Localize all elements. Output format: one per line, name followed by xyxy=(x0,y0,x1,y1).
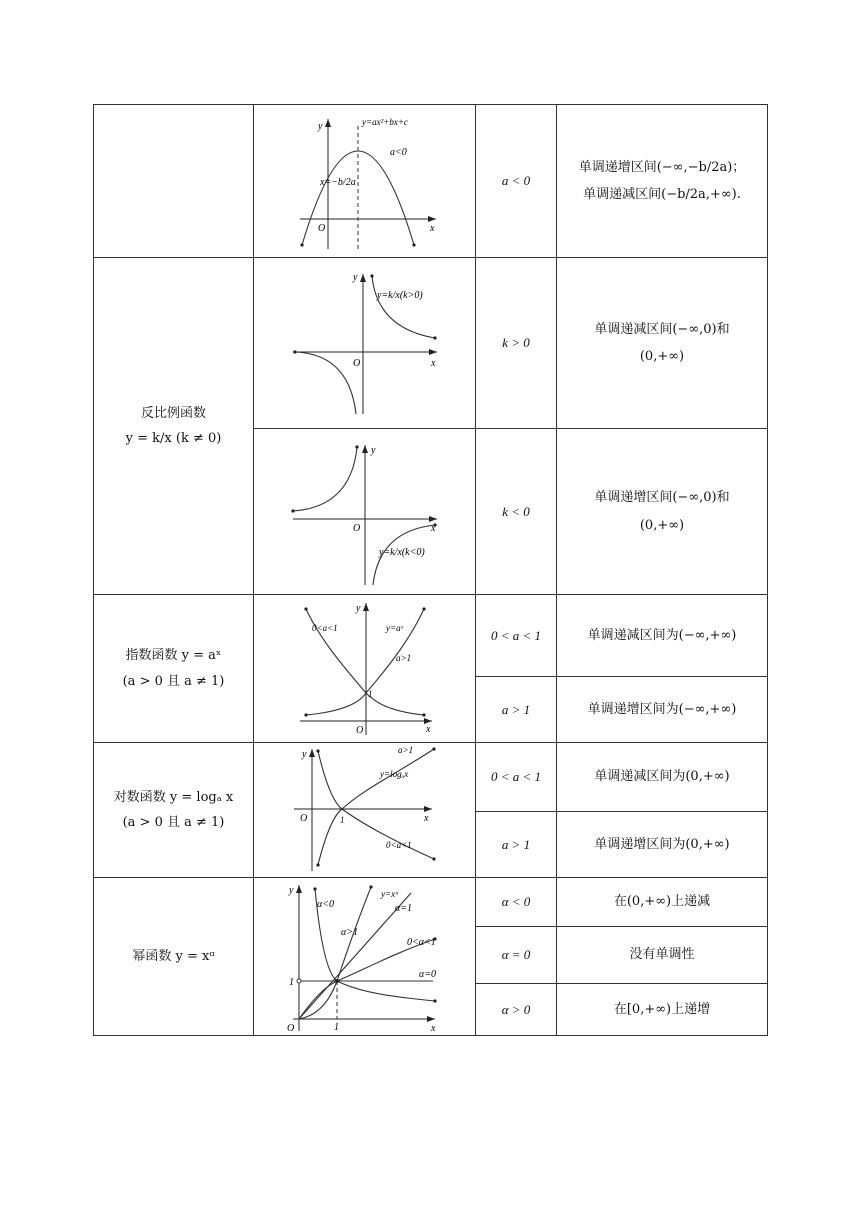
endpoint-dot xyxy=(304,607,307,610)
function-constraint: (a > 0 且 a ≠ 1) xyxy=(122,673,225,689)
table-row xyxy=(94,258,768,429)
function-formula: y = k/x (k ≠ 0) xyxy=(125,431,222,446)
graph-cell-inverse-pos xyxy=(254,258,476,429)
monotonicity-line: 单调递减区间(−∞,0)和 xyxy=(594,321,730,337)
x-axis-label: x xyxy=(425,723,430,735)
intersection-dot xyxy=(335,979,339,983)
endpoint-dot xyxy=(412,243,415,246)
equation-label: y=xᵅ xyxy=(380,888,399,899)
table-row xyxy=(94,105,768,258)
intercept-label: 1 xyxy=(339,815,344,825)
x-arrow-icon xyxy=(427,1016,435,1022)
x-axis-label: x xyxy=(423,813,428,824)
monotonicity-cell: 在(0,+∞)上递减 xyxy=(557,878,768,927)
x-axis-label: x xyxy=(429,223,434,234)
y-axis-label: y xyxy=(301,749,306,760)
origin-label: O xyxy=(299,813,307,824)
function-name: 幂函数 y = xᵅ xyxy=(132,948,215,964)
hyperbola-branch xyxy=(372,276,435,338)
origin-label: O xyxy=(355,724,363,736)
function-constraint: (a > 0 且 a ≠ 1) xyxy=(122,815,225,830)
equation-label: y=k/x(k>0) xyxy=(376,290,423,301)
equation-label: y=logₐx xyxy=(379,769,408,779)
power-graph xyxy=(285,881,445,1033)
monotonicity-cell xyxy=(557,258,768,429)
growth-label: a>1 xyxy=(395,652,411,663)
x-arrow-icon xyxy=(429,349,437,355)
origin-label: O xyxy=(286,1022,294,1033)
endpoint-dot xyxy=(355,445,358,448)
y-arrow-icon xyxy=(363,603,369,611)
monotonicity-cell xyxy=(557,429,768,595)
alpha-one-label: α=1 xyxy=(394,902,412,914)
condition-cell: k < 0 xyxy=(476,429,557,595)
y-axis-label: y xyxy=(355,602,360,614)
equation-label: y=k/x(k<0) xyxy=(378,546,425,558)
endpoint-dot xyxy=(291,509,294,512)
endpoint-dot xyxy=(313,887,316,890)
y-arrow-icon xyxy=(360,274,366,282)
quadratic-graph xyxy=(290,111,440,251)
condition-cell: a < 0 xyxy=(476,105,557,258)
decay-label: 0<a<1 xyxy=(311,622,338,633)
condition-cell: 0 < a < 1 xyxy=(476,595,557,677)
condition-cell: a > 1 xyxy=(476,677,557,743)
logarithmic-graph xyxy=(290,745,440,875)
monotonicity-line: 单调递减区间(−b/2a,+∞). xyxy=(583,187,741,202)
graph-cell-power xyxy=(254,878,476,1036)
y-arrow-icon xyxy=(309,749,315,757)
function-name: 反比例函数 xyxy=(140,405,206,421)
function-name: 指数函数 y = aˣ xyxy=(125,648,222,663)
vertex-label: x=−b/2a xyxy=(319,177,356,188)
inverse-pos-graph xyxy=(285,268,445,418)
monotonicity-line: (0,+∞) xyxy=(639,349,685,364)
graph-cell-exponential xyxy=(254,595,476,743)
endpoint-dot xyxy=(432,747,435,750)
inverse-neg-graph xyxy=(285,437,445,587)
origin-label: O xyxy=(352,358,360,369)
tick-label-x: 1 xyxy=(333,1021,339,1033)
y-axis-label: y xyxy=(352,272,357,283)
table-row xyxy=(94,743,768,812)
equation-label: y=ax²+bx+c xyxy=(361,117,408,127)
condition-cell: 0 < a < 1 xyxy=(476,743,557,812)
endpoint-dot xyxy=(304,713,307,716)
condition-cell: a > 1 xyxy=(476,812,557,878)
function-name: 对数函数 y = logₐ x xyxy=(113,789,234,805)
monotonicity-cell: 没有单调性 xyxy=(557,927,768,984)
table-row xyxy=(94,595,768,677)
monotonicity-cell: 单调递减区间为(0,+∞) xyxy=(557,743,768,812)
y-axis-label: y xyxy=(370,444,375,456)
equation-label: y=aˣ xyxy=(385,622,403,633)
tick-label-y: 1 xyxy=(288,976,294,988)
x-axis-label: x xyxy=(430,358,435,369)
x-arrow-icon xyxy=(424,806,432,812)
origin-label: O xyxy=(352,522,360,534)
power-steep-curve xyxy=(299,887,371,1019)
x-arrow-icon xyxy=(429,516,437,522)
function-monotonicity-table xyxy=(93,104,768,1036)
endpoint-dot xyxy=(293,350,296,353)
monotonicity-cell xyxy=(557,105,768,258)
monotonicity-cell: 在[0,+∞)上递增 xyxy=(557,984,768,1036)
endpoint-dot xyxy=(370,274,373,277)
y-axis-label: y xyxy=(288,884,293,896)
monotonicity-cell: 单调递增区间为(−∞,+∞) xyxy=(557,677,768,743)
log-curve-growth xyxy=(318,749,434,865)
log-curve-decay xyxy=(318,751,434,859)
decay-label: 0<a<1 xyxy=(385,840,412,850)
intercept-label: 1 xyxy=(367,688,372,699)
open-dot xyxy=(297,979,301,983)
name-cell-exponential xyxy=(94,595,254,743)
alpha-zero-label: α=0 xyxy=(418,968,436,980)
endpoint-dot xyxy=(433,336,436,339)
monotonicity-line: (0,+∞) xyxy=(639,517,685,533)
endpoint-dot xyxy=(300,243,303,246)
condition-cell: α < 0 xyxy=(476,878,557,927)
y-arrow-icon xyxy=(362,445,368,453)
exponential-graph xyxy=(290,599,440,739)
condition-cell: k > 0 xyxy=(476,258,557,429)
hyperbola-branch xyxy=(295,352,356,414)
name-cell-empty xyxy=(94,105,254,258)
param-label: a<0 xyxy=(389,147,407,158)
endpoint-dot xyxy=(369,885,372,888)
endpoint-dot xyxy=(316,749,319,752)
monotonicity-line: 单调递增区间(−∞,0)和 xyxy=(594,490,730,505)
name-cell-logarithmic xyxy=(94,743,254,878)
endpoint-dot xyxy=(433,999,436,1002)
x-arrow-icon xyxy=(428,216,436,222)
x-axis-label: x xyxy=(430,1022,435,1033)
alpha-negative-label: α<0 xyxy=(316,898,334,910)
graph-cell-inverse-neg xyxy=(254,429,476,595)
condition-cell: α > 0 xyxy=(476,984,557,1036)
endpoint-dot xyxy=(316,863,319,866)
origin-label: O xyxy=(317,223,325,234)
endpoint-dot xyxy=(422,713,425,716)
monotonicity-cell: 单调递减区间为(−∞,+∞) xyxy=(557,595,768,677)
graph-cell-logarithmic xyxy=(254,743,476,878)
condition-cell: α = 0 xyxy=(476,927,557,984)
power-root-curve xyxy=(299,936,436,1019)
endpoint-dot xyxy=(432,857,435,860)
table-row xyxy=(94,878,768,927)
endpoint-dot xyxy=(422,607,425,610)
monotonicity-cell: 单调递增区间为(0,+∞) xyxy=(557,812,768,878)
y-arrow-icon xyxy=(325,119,331,127)
alpha-between-label: 0<α<1 xyxy=(406,936,436,948)
monotonicity-line: 单调递增区间(−∞,−b/2a)； xyxy=(578,159,746,175)
hyperbola-branch xyxy=(293,447,357,511)
alpha-gt-one-label: α>1 xyxy=(340,926,358,938)
x-axis-label: x xyxy=(430,522,435,534)
y-axis-label: y xyxy=(317,121,322,132)
graph-cell-quadratic xyxy=(254,105,476,258)
name-cell-power xyxy=(94,878,254,1036)
y-arrow-icon xyxy=(296,885,302,893)
growth-label: a>1 xyxy=(397,745,413,755)
name-cell-inverse xyxy=(94,258,254,595)
